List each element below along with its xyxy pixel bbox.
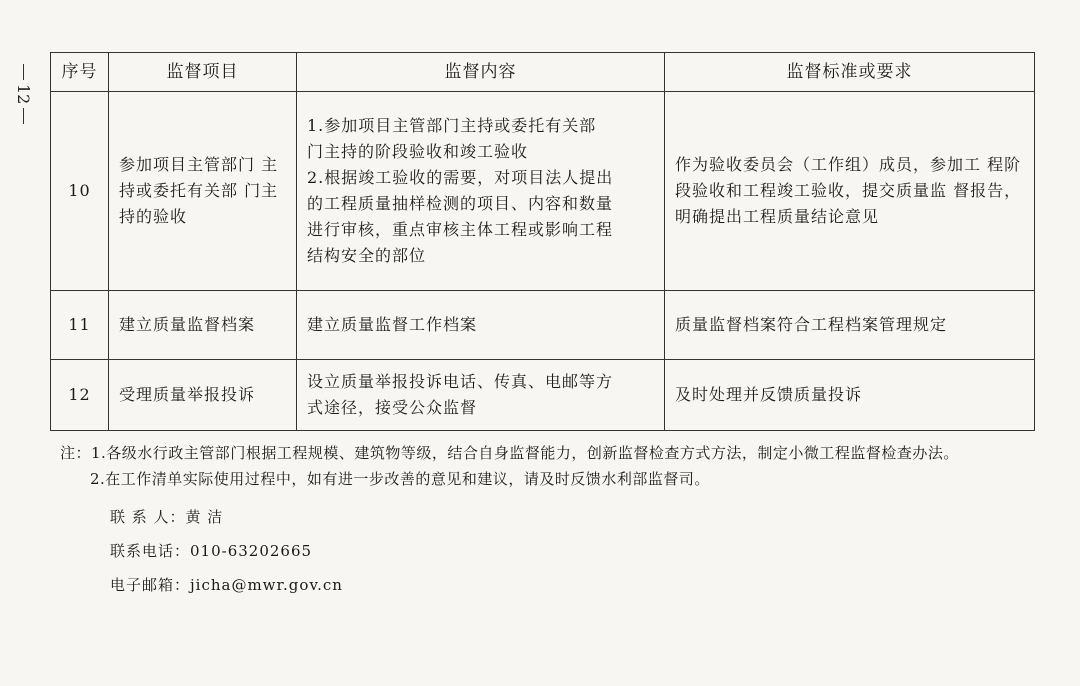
contact-person: 联 系 人：黄 洁 (110, 508, 224, 526)
page-number-value: 12 (14, 84, 33, 105)
contact-info (110, 500, 343, 602)
contact-email: 电子邮箱：jicha@mwr.gov.cn (110, 576, 343, 594)
row-content (297, 92, 665, 291)
row-seq: 11 (51, 291, 109, 360)
contact-phone: 联系电话：010-63202665 (110, 542, 313, 560)
row-item-line: 受理质量举报投诉 (119, 385, 256, 404)
table-row (51, 360, 1035, 431)
row-item-line: 门主持的验收 (119, 181, 279, 226)
row-content-line: 门主持的阶段验收和竣工验收 (307, 142, 529, 161)
row-standard-line: 质量监督档案符合工程档案管理规定 (675, 315, 948, 334)
row-content-line: 1.参加项目主管部门主持或委托有关部 (307, 116, 597, 135)
row-standard (665, 92, 1035, 291)
row-content-line: 2.根据竣工验收的需要，对项目法人提出 (307, 168, 614, 187)
row-standard (665, 291, 1035, 360)
row-item (109, 291, 297, 360)
page-number-dash-bottom (23, 108, 24, 124)
note-line-2: 2.在工作清单实际使用过程中，如有进一步改善的意见和建议，请及时反馈水利部监督司。 (90, 470, 710, 488)
row-content-line: 的工程质量抽样检测的项目、内容和数量 (307, 194, 614, 213)
row-seq: 12 (51, 360, 109, 431)
header-item: 监督项目 (109, 53, 297, 92)
row-content-line: 结构安全的部位 (307, 246, 427, 265)
row-item (109, 92, 297, 291)
header-standard: 监督标准或要求 (665, 53, 1035, 92)
table-row (51, 291, 1035, 360)
table-row (51, 92, 1035, 291)
supervision-table (50, 52, 1035, 431)
row-item (109, 360, 297, 431)
page-number (14, 62, 32, 126)
header-content: 监督内容 (297, 53, 665, 92)
page-number-dash-top (23, 64, 24, 80)
row-standard-line: 作为验收委员会（工作组）成员，参加工 (675, 155, 982, 174)
row-standard-line: 及时处理并反馈质量投诉 (675, 385, 863, 404)
row-standard (665, 360, 1035, 431)
row-content-line: 式途径，接受公众监督 (307, 398, 478, 417)
header-seq: 序号 (51, 53, 109, 92)
row-content-line: 进行审核，重点审核主体工程或影响工程 (307, 220, 614, 239)
row-content (297, 360, 665, 431)
row-item-line: 主持或委托有关部 (119, 155, 279, 200)
table-header-row (51, 53, 1035, 92)
row-seq: 10 (51, 92, 109, 291)
note-line-1: 注：1.各级水行政主管部门根据工程规模、建筑物等级，结合自身监督能力，创新监督检查方式方法，制定小微工程监督检查办法。 (60, 444, 959, 462)
row-standard-line: 督报告，明确提出工程质量结论意见 (675, 181, 1022, 226)
row-item-line: 参加项目主管部门 (119, 155, 256, 174)
row-standard-line: 程阶段验收和工程竣工验收，提交质量监 (675, 155, 1022, 200)
row-content-line: 设立质量举报投诉电话、传真、电邮等方 (307, 372, 614, 391)
row-item-line: 建立质量监督档案 (119, 315, 256, 334)
notes (60, 440, 1060, 492)
row-content-line: 建立质量监督工作档案 (307, 315, 478, 334)
row-content (297, 291, 665, 360)
